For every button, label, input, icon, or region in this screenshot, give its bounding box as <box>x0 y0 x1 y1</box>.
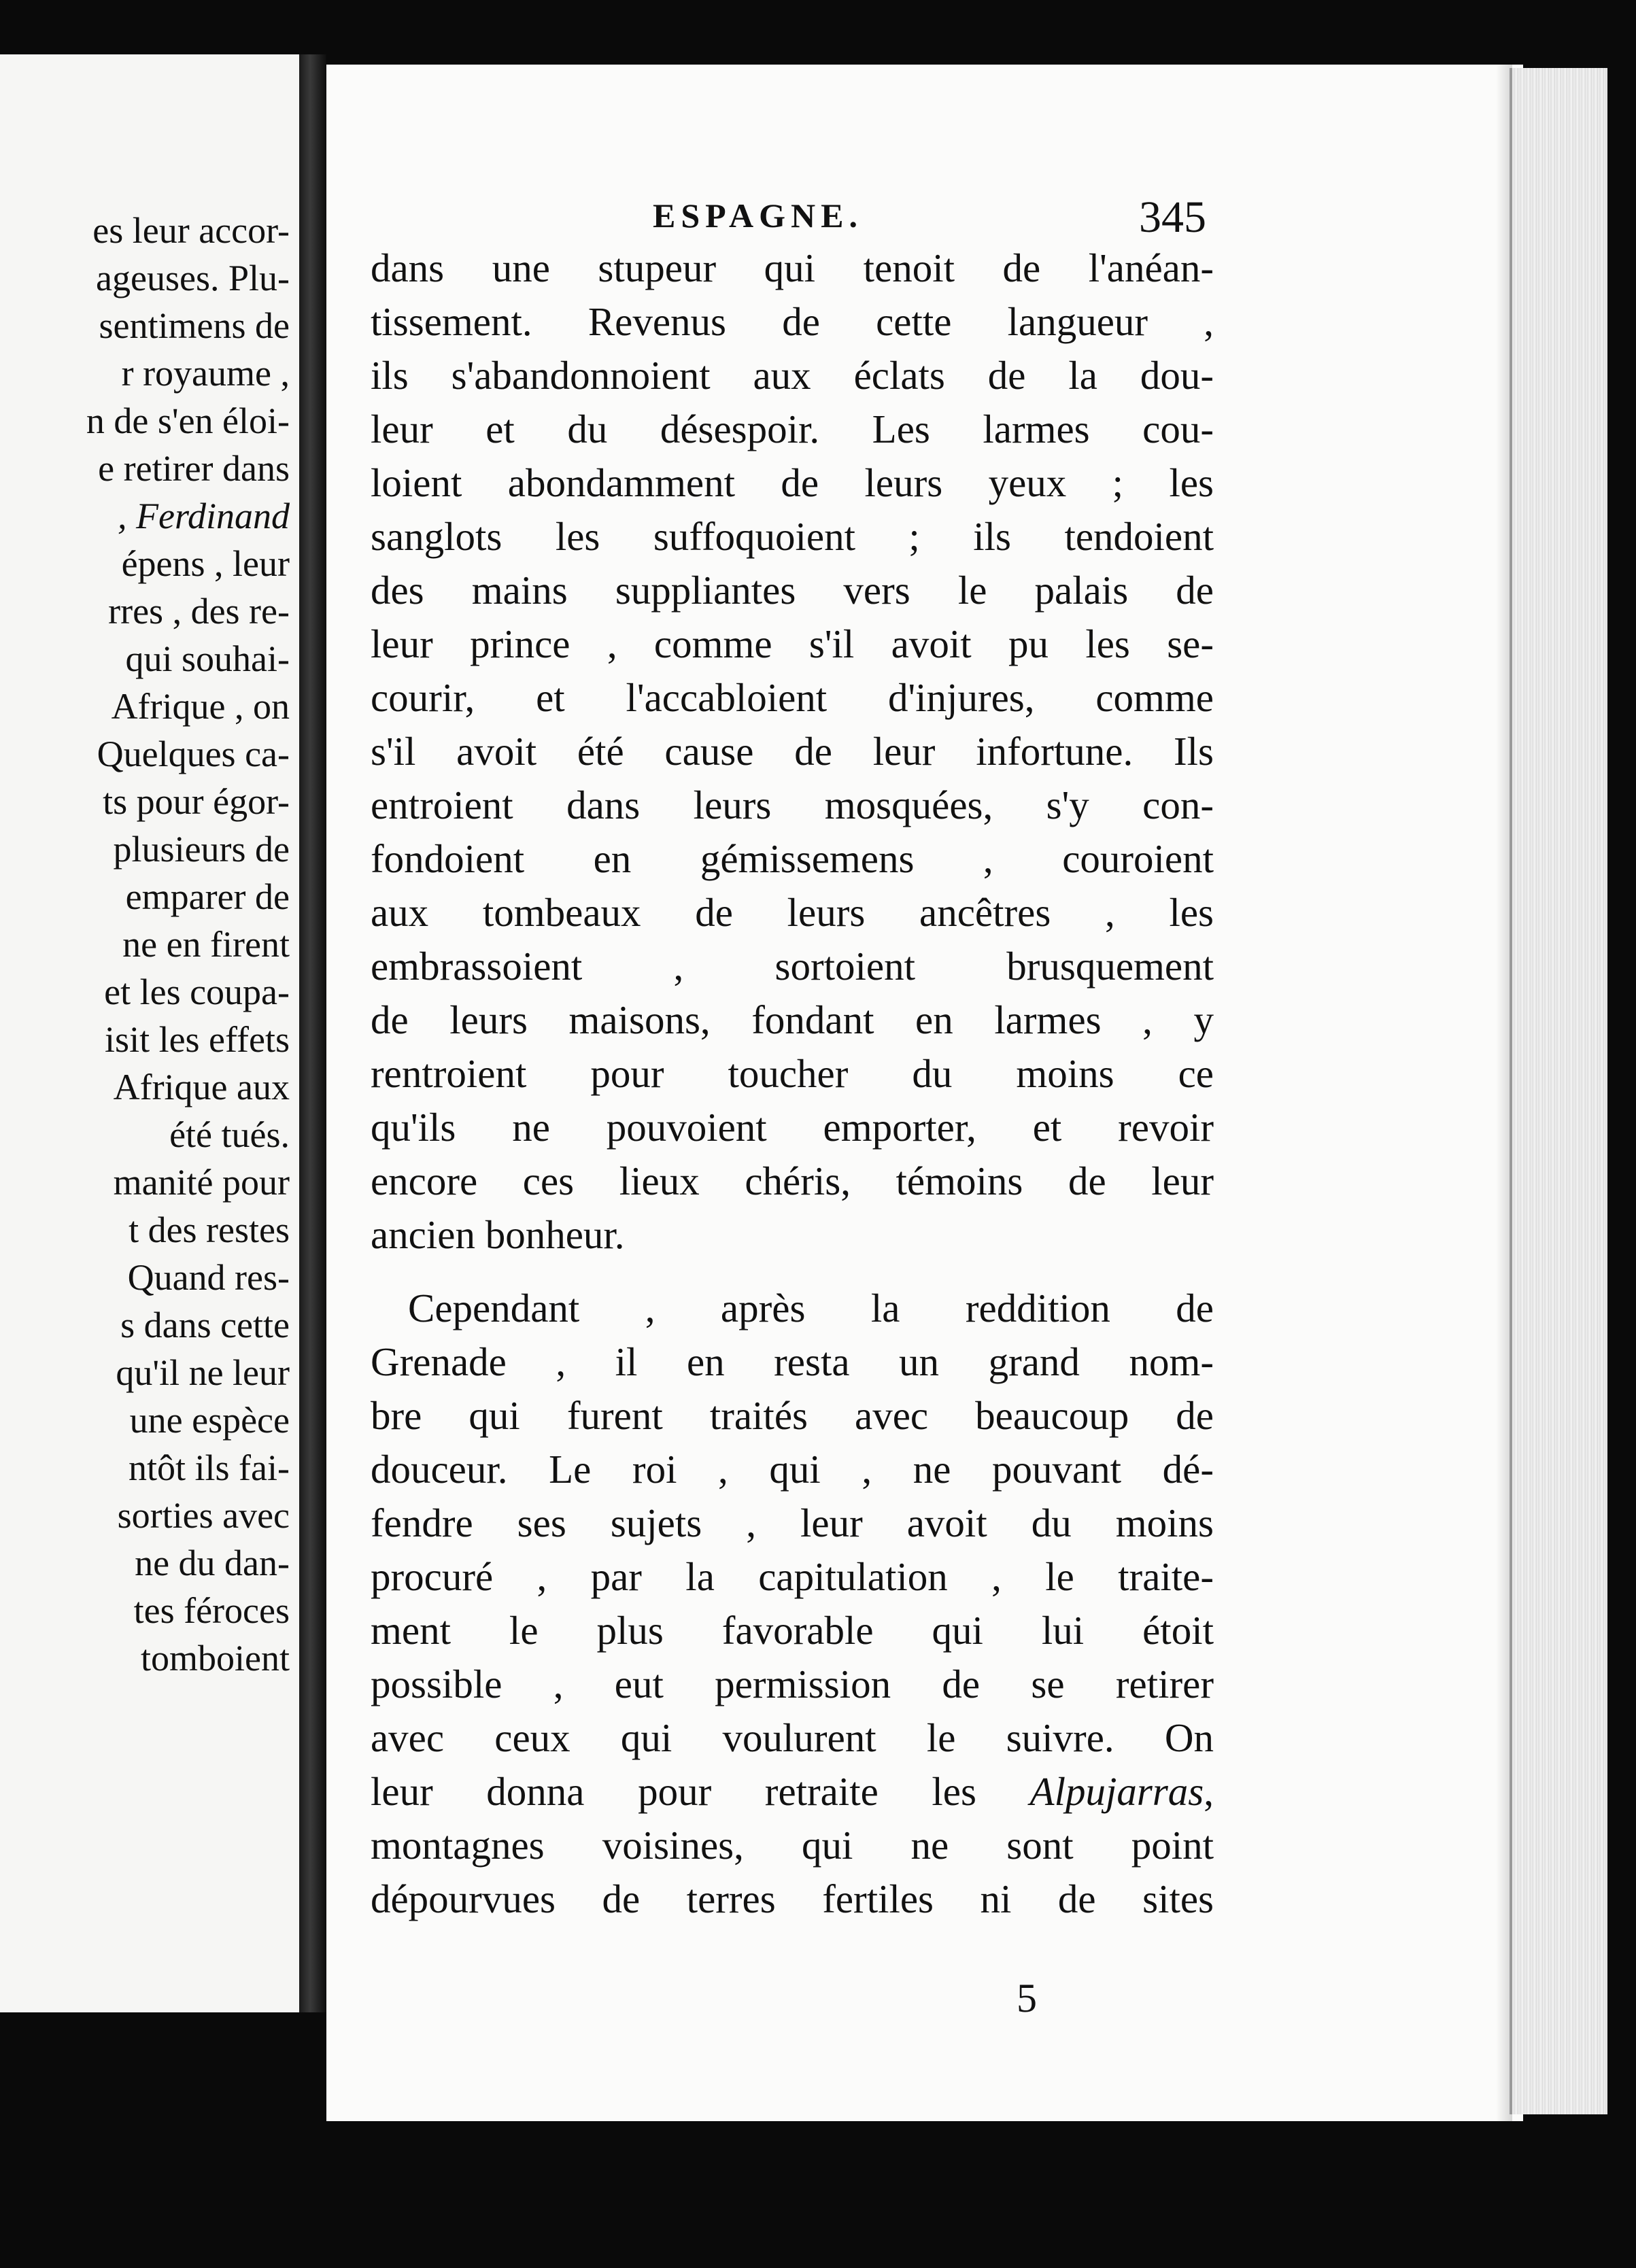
left-line: sorties avec <box>117 1495 290 1536</box>
italic-place-name: Alpujarras <box>1029 1769 1204 1814</box>
left-line: , Ferdinand <box>118 496 290 536</box>
left-line: es leur accor- <box>92 210 290 251</box>
text-line: entroient dans leurs mosquées, s'y con- <box>371 783 1214 827</box>
text-line: possible , eut permission de se retirer <box>371 1662 1214 1706</box>
text-line: tissement. Revenus de cette langueur , <box>371 299 1214 344</box>
left-line: Quelques ca- <box>97 734 290 774</box>
text-line: rentroient pour toucher du moins ce <box>371 1051 1214 1096</box>
text-line: dépourvues de terres fertiles ni de sites <box>371 1876 1214 1921</box>
left-line: et les coupa- <box>104 972 290 1012</box>
text-line: embrassoient , sortoient brusquement <box>371 944 1214 989</box>
text-line: bre qui furent traités avec beaucoup de <box>371 1393 1214 1438</box>
text-fragment: , <box>1204 1769 1214 1814</box>
text-line: douceur. Le roi , qui , ne pouvant dé- <box>371 1447 1214 1492</box>
left-line: s dans cette <box>120 1305 290 1345</box>
text-line: procuré , par la capitulation , le traite- <box>371 1554 1214 1599</box>
left-line: ntôt ils fai- <box>129 1447 290 1488</box>
text-fragment: leur donna pour retraite les <box>371 1769 1030 1814</box>
text-line: loient abondamment de leurs yeux ; les <box>371 460 1214 505</box>
running-head: ESPAGNE. <box>653 196 863 235</box>
text-line: ils s'abandonnoient aux éclats de la dou- <box>371 353 1214 398</box>
text-line: leur prince , comme s'il avoit pu les se- <box>371 621 1214 666</box>
text-line: avec ceux qui voulurent le suivre. On <box>371 1715 1214 1760</box>
text-line: fondoient en gémissemens , couroient <box>371 836 1214 881</box>
left-line: qui souhai- <box>125 638 290 679</box>
left-line: été tués. <box>169 1114 290 1155</box>
left-line: rres , des re- <box>108 591 290 632</box>
text-line: de leurs maisons, fondant en larmes , y <box>371 997 1214 1042</box>
left-line: emparer de <box>125 876 290 917</box>
left-line: ne du dan- <box>135 1543 290 1583</box>
text-line: montagnes voisines, qui ne sont point <box>371 1823 1214 1868</box>
book-fore-edge <box>1510 68 1607 2114</box>
text-line: Grenade , il en resta un grand nom- <box>371 1339 1214 1384</box>
left-line: sentimens de <box>99 305 290 346</box>
text-line: sanglots les suffoquoient ; ils tendoient <box>371 514 1214 559</box>
text-line: ment le plus favorable qui lui étoit <box>371 1608 1214 1653</box>
signature-mark: 5 <box>1017 1976 1037 2021</box>
left-line: Afrique aux <box>113 1067 290 1107</box>
left-line: épens , leur <box>121 543 290 584</box>
left-line: tomboient <box>141 1638 290 1679</box>
left-line: t des restes <box>129 1209 290 1250</box>
book-gutter <box>299 54 326 2012</box>
text-line: encore ces lieux chéris, témoins de leur <box>371 1158 1214 1203</box>
text-line: s'il avoit été cause de leur infortune. Ils <box>371 729 1214 774</box>
text-line: dans une stupeur qui tenoit de l'anéan- <box>371 245 1214 290</box>
left-line: manité pour <box>113 1162 290 1203</box>
left-page <box>0 54 299 2012</box>
left-line: plusieurs de <box>113 829 290 870</box>
page-number: 345 <box>1139 192 1206 242</box>
text-line: courir, et l'accabloient d'injures, comme <box>371 675 1214 720</box>
text-line: aux tombeaux de leurs ancêtres , les <box>371 890 1214 935</box>
text-line: des mains suppliantes vers le palais de <box>371 568 1214 613</box>
left-line: isit les effets <box>105 1019 290 1060</box>
text-line: fendre ses sujets , leur avoit du moins <box>371 1500 1214 1545</box>
left-line: Quand res- <box>127 1257 290 1298</box>
left-line: n de s'en éloi- <box>86 400 290 441</box>
left-line: ageuses. Plu- <box>96 258 290 298</box>
left-line: Afrique , on <box>111 686 290 727</box>
left-line: une espèce <box>129 1400 290 1441</box>
text-line: qu'ils ne pouvoient emporter, et revoir <box>371 1105 1214 1150</box>
left-line: qu'il ne leur <box>116 1352 290 1393</box>
text-line <box>371 1769 1214 1814</box>
left-line: ne en firent <box>122 924 290 965</box>
text-line: Cependant , après la reddition de <box>408 1286 1214 1330</box>
text-line: ancien bonheur. <box>371 1212 625 1257</box>
left-line: ts pour égor- <box>103 781 290 822</box>
left-line: r royaume , <box>121 353 290 394</box>
left-line: e retirer dans <box>98 448 290 489</box>
text-line: leur et du désespoir. Les larmes cou- <box>371 407 1214 451</box>
left-line: tes féroces <box>133 1590 290 1631</box>
